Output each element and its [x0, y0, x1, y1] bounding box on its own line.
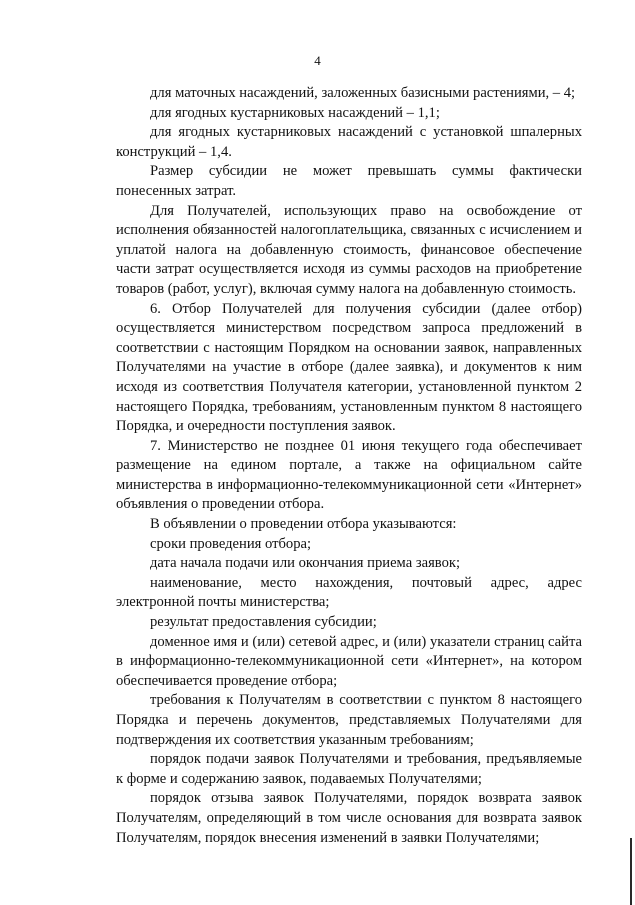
list-item-subsidy-result: результат предоставления субсидии; — [150, 614, 377, 631]
paragraph-subsidy-limit: Размер субсидии не может превышать суммы фактически понесенных затрат. — [116, 163, 582, 199]
paragraph-announcement-contents: В объявлении о проведении отбора указываются: — [150, 516, 457, 533]
list-item-recipient-requirements: требования к Получателям в соответствии с пунктом 8 настоящего Порядка и перечень документов, представляемых Получателями для подтверждения их соответствия указанным требованиям; — [116, 692, 582, 748]
paragraph-section-6-selection: 6. Отбор Получателей для получения субсидии (далее отбор) осуществляется министерством посредством запроса предложений в соответствии с настоящим Порядком на основании заявок, направленных Получателями на участие в отборе (далее заявка), и документов к ним исходя из соответствия Получателя категории, установленной пунктом 2 настоящего Порядка, требованиям, установленным пунктом 8 настоящего Порядка, и очередности поступления заявок. — [116, 300, 582, 435]
page-number: 4 — [314, 53, 321, 68]
list-item-ministry-contacts: наименование, место нахождения, почтовый адрес, адрес электронной почты министерства; — [116, 574, 582, 611]
list-item-domain-name: доменное имя и (или) сетевой адрес, и (или) указатели страниц сайта в информационно-телекоммуникационной сети «Интернет», на котором обеспечивается проведение отбора; — [116, 633, 582, 689]
paragraph-berry-bushes-trellis: для ягодных кустарниковых насаждений с установкой шпалерных конструкций – 1,4. — [116, 124, 582, 160]
paragraph-berry-bushes: для ягодных кустарниковых насаждений – 1,1; — [150, 104, 440, 121]
list-item-withdrawal-procedure: порядок отзыва заявок Получателями, порядок возврата заявок Получателям, определяющий в том числе основания для возврата заявок Получателям, порядок внесения изменений в заявки Получателями; — [116, 790, 582, 846]
paragraph-mother-plantations: для маточных насаждений, заложенных базисными растениями, – 4; — [150, 85, 576, 101]
scan-edge-line — [630, 838, 632, 905]
paragraph-vat-exemption: Для Получателей, использующих право на освобождение от исполнения обязанностей налогоплательщика, связанных с исчислением и уплатой налога на добавленную стоимость, финансовое обеспечение части затрат осуществляется исходя из суммы расходов на приобретение товаров (работ, услуг), включая сумму налога на добавленную стоимость. — [116, 202, 582, 297]
list-item-application-dates: дата начала подачи или окончания приема заявок; — [150, 555, 461, 572]
list-item-application-procedure: порядок подачи заявок Получателями и требования, предъявляемые к форме и содержанию заявок, подаваемых Получателями; — [116, 751, 582, 787]
paragraph-section-7-announcement: 7. Министерство не позднее 01 июня текущего года обеспечивает размещение на едином портале, а также на официальном сайте министерства в информационно-телекоммуникационной сети «Интернет» объявления о проведении отбора. — [116, 437, 582, 513]
list-item-selection-dates: сроки проведения отбора; — [150, 535, 312, 552]
document-body — [116, 84, 582, 848]
